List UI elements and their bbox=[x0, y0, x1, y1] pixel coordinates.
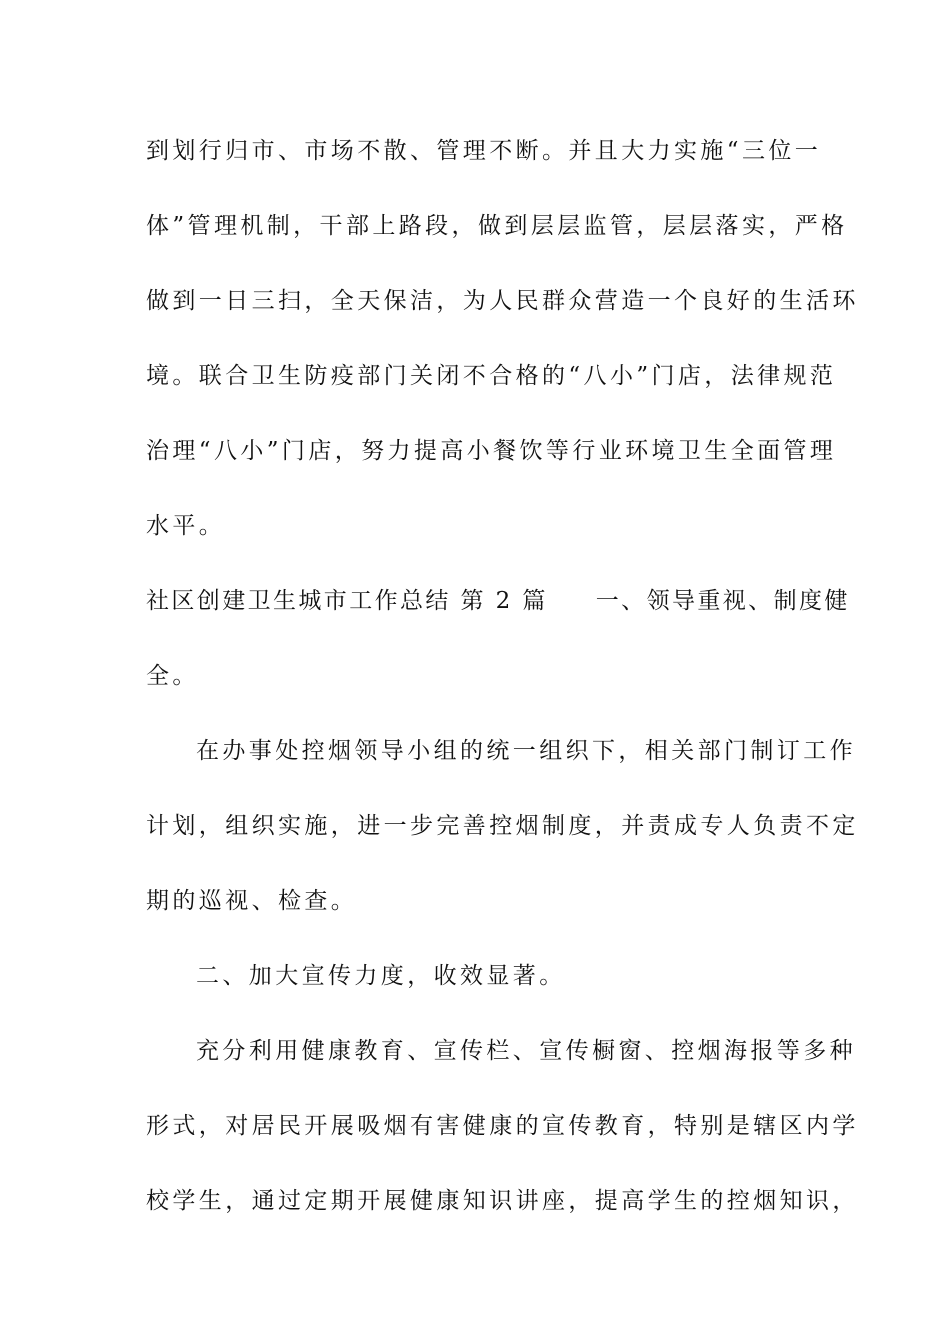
paragraph-line: 校学生，通过定期开展健康知识讲座，提高学生的控烟知识， bbox=[146, 1188, 859, 1214]
body-text-line: 境。联合卫生防疫部门关闭不合格的“八小”门店，法律规范 bbox=[146, 363, 837, 389]
paragraph-line: 期的巡视、检查。 bbox=[146, 888, 358, 914]
body-text-line: 做到一日三扫，全天保洁，为人民群众营造一个良好的生活环 bbox=[146, 288, 859, 314]
section-lead-continuation: 全。 bbox=[146, 663, 199, 689]
section-title: 社区创建卫生城市工作总结 第 2 篇 bbox=[146, 588, 548, 614]
body-text-line: 治理“八小”门店，努力提高小餐饮等行业环境卫生全面管理 bbox=[146, 438, 837, 464]
paragraph-line: 计划，组织实施，进一步完善控烟制度，并责成专人负责不定 bbox=[146, 813, 859, 839]
paragraph-line: 充分利用健康教育、宣传栏、宣传橱窗、控烟海报等多种 bbox=[196, 1038, 856, 1064]
body-text-line: 到划行归市、市场不散、管理不断。并且大力实施“三位一 bbox=[146, 138, 822, 164]
paragraph-line: 形式，对居民开展吸烟有害健康的宣传教育，特别是辖区内学 bbox=[146, 1113, 859, 1139]
subheading: 二、加大宣传力度，收效显著。 bbox=[196, 963, 566, 989]
section-heading-line bbox=[146, 586, 850, 616]
body-text-line: 水平。 bbox=[146, 513, 226, 539]
paragraph-line: 在办事处控烟领导小组的统一组织下，相关部门制订工作 bbox=[196, 738, 856, 764]
body-text-line: 体”管理机制，干部上路段，做到层层监管，层层落实，严格 bbox=[146, 213, 848, 239]
section-lead: 一、领导重视、制度健 bbox=[595, 588, 850, 614]
